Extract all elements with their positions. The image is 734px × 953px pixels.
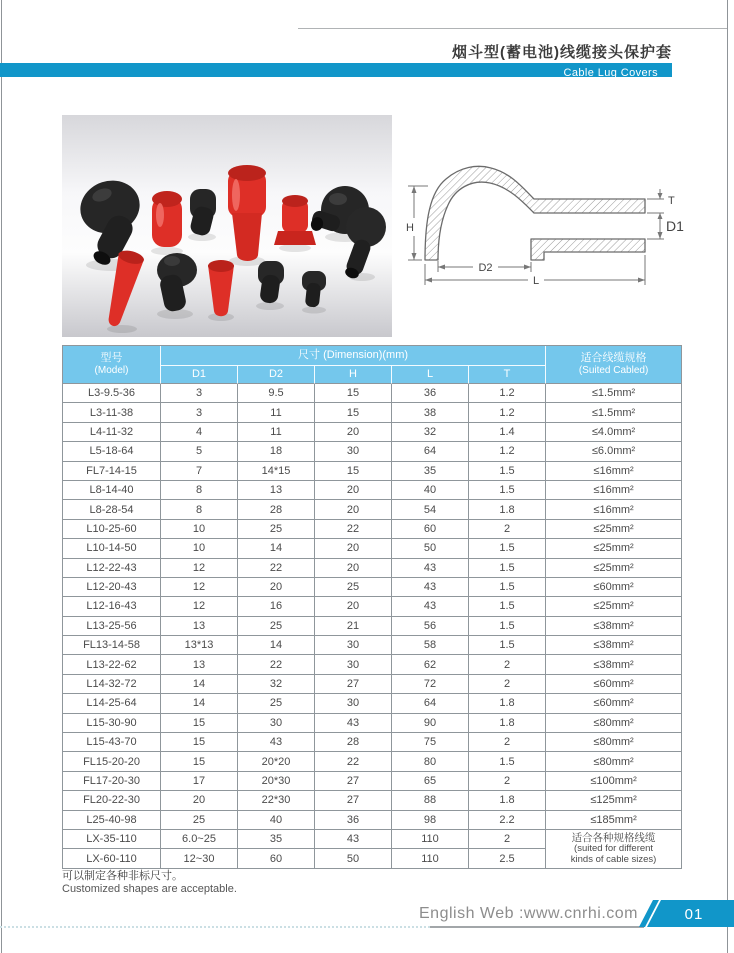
cover-cross-section bbox=[425, 166, 645, 260]
cell-suited: ≤16mm² bbox=[546, 500, 682, 519]
table-row bbox=[63, 811, 682, 830]
cell-l: 60 bbox=[392, 520, 469, 539]
cell-h: 20 bbox=[315, 559, 392, 578]
cell-t: 2 bbox=[469, 675, 546, 694]
header-l: L bbox=[392, 366, 469, 384]
table-row bbox=[63, 752, 682, 771]
cell-t: 1.5 bbox=[469, 559, 546, 578]
cell-suited: ≤100mm² bbox=[546, 772, 682, 791]
cell-l: 110 bbox=[392, 849, 469, 868]
cell-d2: 30 bbox=[238, 714, 315, 733]
cell-d1: 14 bbox=[161, 675, 238, 694]
cell-d1: 3 bbox=[161, 403, 238, 422]
website-text: English Web :www.cnrhi.com bbox=[419, 905, 638, 922]
cell-d1: 17 bbox=[161, 772, 238, 791]
cell-d2: 25 bbox=[238, 520, 315, 539]
cell-d1: 25 bbox=[161, 811, 238, 830]
cell-suited: ≤80mm² bbox=[546, 733, 682, 752]
cell-suited: ≤16mm² bbox=[546, 481, 682, 500]
header-h: H bbox=[315, 366, 392, 384]
cell-d2: 32 bbox=[238, 675, 315, 694]
cell-l: 64 bbox=[392, 442, 469, 461]
cell-h: 50 bbox=[315, 849, 392, 868]
cell-l: 50 bbox=[392, 539, 469, 558]
table-row bbox=[63, 559, 682, 578]
cell-model: L12-20-43 bbox=[63, 578, 161, 597]
cell-l: 35 bbox=[392, 462, 469, 481]
cell-h: 20 bbox=[315, 597, 392, 616]
cell-l: 90 bbox=[392, 714, 469, 733]
cell-model: L12-16-43 bbox=[63, 597, 161, 616]
table-row bbox=[63, 462, 682, 481]
cell-h: 15 bbox=[315, 462, 392, 481]
cell-d2: 11 bbox=[238, 423, 315, 442]
cell-t: 1.5 bbox=[469, 752, 546, 771]
cell-model: L10-14-50 bbox=[63, 539, 161, 558]
cell-model: LX-60-110 bbox=[63, 849, 161, 868]
cell-d1: 5 bbox=[161, 442, 238, 461]
cell-l: 72 bbox=[392, 675, 469, 694]
label-d2: D2 bbox=[478, 262, 493, 274]
cell-model: LX-35-110 bbox=[63, 830, 161, 849]
cell-d1: 3 bbox=[161, 384, 238, 403]
cell-l: 62 bbox=[392, 655, 469, 674]
cell-l: 80 bbox=[392, 752, 469, 771]
cell-d2: 60 bbox=[238, 849, 315, 868]
cell-h: 15 bbox=[315, 384, 392, 403]
cell-h: 43 bbox=[315, 830, 392, 849]
cell-d2: 25 bbox=[238, 617, 315, 636]
table-row bbox=[63, 442, 682, 461]
cell-suited: ≤80mm² bbox=[546, 752, 682, 771]
page-title: 烟斗型(蓄电池)线缆接头保护套 bbox=[452, 44, 672, 61]
cell-t: 1.5 bbox=[469, 481, 546, 500]
cell-t: 1.8 bbox=[469, 791, 546, 810]
cell-model: L25-40-98 bbox=[63, 811, 161, 830]
cell-t: 1.2 bbox=[469, 403, 546, 422]
cell-d2: 11 bbox=[238, 403, 315, 422]
cell-d1: 10 bbox=[161, 520, 238, 539]
cell-l: 43 bbox=[392, 597, 469, 616]
cell-model: L8-14-40 bbox=[63, 481, 161, 500]
cell-h: 27 bbox=[315, 791, 392, 810]
cell-d2: 14 bbox=[238, 636, 315, 655]
cell-d2: 16 bbox=[238, 597, 315, 616]
table-row bbox=[63, 636, 682, 655]
cell-d2: 43 bbox=[238, 733, 315, 752]
cell-d1: 13 bbox=[161, 655, 238, 674]
header-dimension: 尺寸 (Dimension)(mm) bbox=[161, 346, 546, 366]
banner-label: Cable Lug Covers bbox=[563, 67, 658, 79]
table-row bbox=[63, 617, 682, 636]
table-row bbox=[63, 403, 682, 422]
table-row bbox=[63, 578, 682, 597]
table-row bbox=[63, 714, 682, 733]
dotted-divider bbox=[0, 926, 430, 928]
cell-d2: 22 bbox=[238, 559, 315, 578]
cell-h: 30 bbox=[315, 442, 392, 461]
label-l: L bbox=[532, 275, 540, 287]
cell-suited: ≤60mm² bbox=[546, 694, 682, 713]
cell-model: L15-43-70 bbox=[63, 733, 161, 752]
cell-t: 1.4 bbox=[469, 423, 546, 442]
cell-model: L4-11-32 bbox=[63, 423, 161, 442]
cell-d2: 9.5 bbox=[238, 384, 315, 403]
right-rule bbox=[727, 0, 728, 953]
cell-t: 1.5 bbox=[469, 462, 546, 481]
cell-d1: 8 bbox=[161, 481, 238, 500]
cell-suited: ≤25mm² bbox=[546, 520, 682, 539]
cell-t: 1.5 bbox=[469, 597, 546, 616]
header-d1: D1 bbox=[161, 366, 238, 384]
cell-suited: ≤25mm² bbox=[546, 559, 682, 578]
cell-d2: 28 bbox=[238, 500, 315, 519]
dimension-diagram bbox=[398, 142, 698, 302]
header-t: T bbox=[469, 366, 546, 384]
cell-d2: 14 bbox=[238, 539, 315, 558]
cell-suited: ≤60mm² bbox=[546, 578, 682, 597]
cell-d1: 12 bbox=[161, 559, 238, 578]
cell-t: 2 bbox=[469, 830, 546, 849]
cell-l: 58 bbox=[392, 636, 469, 655]
left-rule bbox=[1, 0, 2, 953]
cell-h: 30 bbox=[315, 655, 392, 674]
header-d2: D2 bbox=[238, 366, 315, 384]
cell-l: 36 bbox=[392, 384, 469, 403]
cell-model: FL7-14-15 bbox=[63, 462, 161, 481]
cell-t: 2 bbox=[469, 655, 546, 674]
cell-l: 43 bbox=[392, 559, 469, 578]
cell-d1: 8 bbox=[161, 500, 238, 519]
cell-model: L3-11-38 bbox=[63, 403, 161, 422]
cell-h: 25 bbox=[315, 578, 392, 597]
table-row bbox=[63, 539, 682, 558]
cell-d1: 14 bbox=[161, 694, 238, 713]
cell-suited: ≤25mm² bbox=[546, 539, 682, 558]
cell-d2: 13 bbox=[238, 481, 315, 500]
cell-l: 43 bbox=[392, 578, 469, 597]
cell-d1: 12 bbox=[161, 578, 238, 597]
cell-h: 20 bbox=[315, 539, 392, 558]
cell-d1: 13 bbox=[161, 617, 238, 636]
cell-h: 22 bbox=[315, 752, 392, 771]
page-number: 01 bbox=[684, 906, 704, 923]
cell-h: 30 bbox=[315, 636, 392, 655]
cell-l: 32 bbox=[392, 423, 469, 442]
cell-t: 2.5 bbox=[469, 849, 546, 868]
cell-t: 2 bbox=[469, 733, 546, 752]
cell-t: 1.5 bbox=[469, 578, 546, 597]
header-model: 型号 (Model) bbox=[63, 346, 161, 384]
table-row bbox=[63, 481, 682, 500]
cell-suited: ≤185mm² bbox=[546, 811, 682, 830]
cell-suited: ≤4.0mm² bbox=[546, 423, 682, 442]
table-row bbox=[63, 694, 682, 713]
cell-d1: 4 bbox=[161, 423, 238, 442]
label-h: H bbox=[406, 222, 414, 234]
cell-d1: 12 bbox=[161, 597, 238, 616]
cell-h: 28 bbox=[315, 733, 392, 752]
cell-suited: ≤1.5mm² bbox=[546, 384, 682, 403]
label-t: T bbox=[668, 195, 675, 207]
label-d1: D1 bbox=[666, 218, 684, 234]
cell-suited: 适合各种规格线缆 (suited for different kinds of cable sizes) bbox=[546, 830, 682, 869]
table-row bbox=[63, 500, 682, 519]
cell-t: 1.2 bbox=[469, 384, 546, 403]
cell-d2: 35 bbox=[238, 830, 315, 849]
cell-suited: ≤16mm² bbox=[546, 462, 682, 481]
cell-suited: ≤25mm² bbox=[546, 597, 682, 616]
cell-d2: 22*30 bbox=[238, 791, 315, 810]
cell-h: 21 bbox=[315, 617, 392, 636]
cell-suited: ≤38mm² bbox=[546, 617, 682, 636]
cell-h: 36 bbox=[315, 811, 392, 830]
cell-model: FL17-20-30 bbox=[63, 772, 161, 791]
header-suited: 适合线缆规格 (Suited Cabled) bbox=[546, 346, 682, 384]
cell-model: FL20-22-30 bbox=[63, 791, 161, 810]
cell-t: 1.8 bbox=[469, 714, 546, 733]
cell-t: 2.2 bbox=[469, 811, 546, 830]
cell-model: FL13-14-58 bbox=[63, 636, 161, 655]
custom-note bbox=[62, 870, 237, 896]
cell-h: 20 bbox=[315, 500, 392, 519]
cell-model: L8-28-54 bbox=[63, 500, 161, 519]
cell-d1: 10 bbox=[161, 539, 238, 558]
cell-l: 88 bbox=[392, 791, 469, 810]
cell-t: 1.8 bbox=[469, 500, 546, 519]
note-cn: 可以制定各种非标尺寸。 bbox=[62, 870, 183, 882]
cell-model: FL15-20-20 bbox=[63, 752, 161, 771]
cell-d1: 7 bbox=[161, 462, 238, 481]
cell-t: 2 bbox=[469, 772, 546, 791]
cell-h: 30 bbox=[315, 694, 392, 713]
table-row bbox=[63, 772, 682, 791]
page-number-badge bbox=[628, 900, 734, 927]
header-banner bbox=[0, 63, 672, 77]
cell-l: 75 bbox=[392, 733, 469, 752]
cell-h: 20 bbox=[315, 423, 392, 442]
cell-d2: 14*15 bbox=[238, 462, 315, 481]
cell-model: L15-30-90 bbox=[63, 714, 161, 733]
cell-h: 27 bbox=[315, 772, 392, 791]
cell-d2: 18 bbox=[238, 442, 315, 461]
cell-model: L12-22-43 bbox=[63, 559, 161, 578]
cell-l: 56 bbox=[392, 617, 469, 636]
cell-l: 38 bbox=[392, 403, 469, 422]
cell-l: 64 bbox=[392, 694, 469, 713]
cell-suited: ≤6.0mm² bbox=[546, 442, 682, 461]
cell-d1: 13*13 bbox=[161, 636, 238, 655]
cell-suited: ≤125mm² bbox=[546, 791, 682, 810]
cell-suited: ≤80mm² bbox=[546, 714, 682, 733]
product-photo bbox=[62, 115, 392, 337]
cell-l: 65 bbox=[392, 772, 469, 791]
cell-t: 1.5 bbox=[469, 636, 546, 655]
cell-t: 1.2 bbox=[469, 442, 546, 461]
cell-d1: 6.0~25 bbox=[161, 830, 238, 849]
cell-suited: ≤38mm² bbox=[546, 636, 682, 655]
red-cylinder-cover bbox=[152, 191, 182, 247]
cell-t: 1.8 bbox=[469, 694, 546, 713]
note-en: Customized shapes are acceptable. bbox=[62, 883, 237, 895]
cell-l: 54 bbox=[392, 500, 469, 519]
cell-suited: ≤38mm² bbox=[546, 655, 682, 674]
table-row bbox=[63, 675, 682, 694]
cell-model: L14-25-64 bbox=[63, 694, 161, 713]
cell-d2: 40 bbox=[238, 811, 315, 830]
cell-model: L3-9.5-36 bbox=[63, 384, 161, 403]
table-row bbox=[63, 423, 682, 442]
cell-t: 1.5 bbox=[469, 539, 546, 558]
cell-l: 40 bbox=[392, 481, 469, 500]
cell-d1: 15 bbox=[161, 714, 238, 733]
table-row bbox=[63, 733, 682, 752]
cell-d2: 20*20 bbox=[238, 752, 315, 771]
table-row bbox=[63, 520, 682, 539]
table-row bbox=[63, 655, 682, 674]
cell-model: L14-32-72 bbox=[63, 675, 161, 694]
cell-h: 15 bbox=[315, 403, 392, 422]
cell-d1: 12~30 bbox=[161, 849, 238, 868]
cell-suited: ≤1.5mm² bbox=[546, 403, 682, 422]
cell-model: L10-25-60 bbox=[63, 520, 161, 539]
cell-d1: 20 bbox=[161, 791, 238, 810]
cell-d2: 22 bbox=[238, 655, 315, 674]
footer-underline bbox=[430, 926, 644, 928]
table-row bbox=[63, 791, 682, 810]
cell-t: 2 bbox=[469, 520, 546, 539]
table-row bbox=[63, 830, 682, 849]
cell-h: 43 bbox=[315, 714, 392, 733]
cell-l: 98 bbox=[392, 811, 469, 830]
cell-d2: 25 bbox=[238, 694, 315, 713]
cell-model: L13-22-62 bbox=[63, 655, 161, 674]
cell-d2: 20*30 bbox=[238, 772, 315, 791]
table-row bbox=[63, 597, 682, 616]
cell-h: 22 bbox=[315, 520, 392, 539]
cell-d1: 15 bbox=[161, 752, 238, 771]
cell-d2: 20 bbox=[238, 578, 315, 597]
cell-d1: 15 bbox=[161, 733, 238, 752]
top-divider bbox=[298, 28, 727, 29]
spec-table-body bbox=[63, 384, 682, 869]
cell-model: L5-18-64 bbox=[63, 442, 161, 461]
table-row bbox=[63, 384, 682, 403]
cell-model: L13-25-56 bbox=[63, 617, 161, 636]
cell-h: 27 bbox=[315, 675, 392, 694]
cell-h: 20 bbox=[315, 481, 392, 500]
cell-t: 1.5 bbox=[469, 617, 546, 636]
cell-l: 110 bbox=[392, 830, 469, 849]
spec-table bbox=[62, 345, 682, 869]
cell-suited: ≤60mm² bbox=[546, 675, 682, 694]
